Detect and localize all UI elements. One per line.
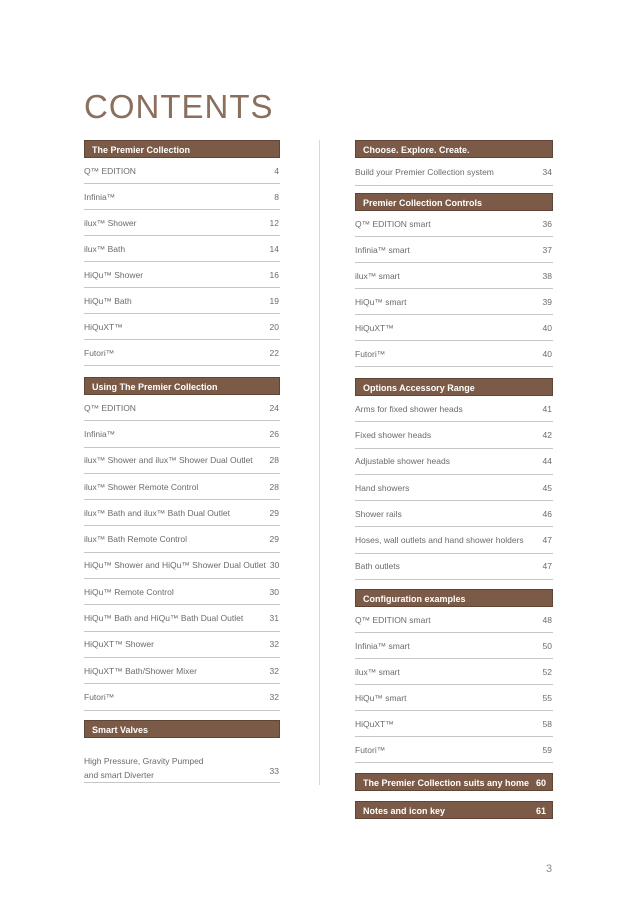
entry-page: 39 — [542, 296, 552, 307]
toc-entry[interactable] — [84, 395, 280, 421]
section-header-using-premier-collection[interactable]: Using The Premier Collection — [84, 377, 280, 395]
entry-page: 30 — [269, 586, 279, 597]
toc-entry[interactable] — [84, 340, 280, 366]
toc-entry[interactable] — [355, 422, 553, 448]
toc-entry[interactable] — [355, 341, 553, 367]
toc-entry[interactable] — [84, 738, 280, 783]
toc-entry[interactable] — [355, 554, 553, 580]
accessory-list — [355, 396, 553, 580]
configuration-list — [355, 607, 553, 763]
entry-label: HiQuXT™ Bath/Shower Mixer — [84, 665, 197, 676]
toc-entry[interactable] — [84, 553, 280, 579]
entry-page: 32 — [269, 639, 279, 650]
toc-entry[interactable] — [84, 500, 280, 526]
entry-label: ilux™ Shower — [84, 217, 137, 228]
entry-label: Q™ EDITION — [84, 165, 136, 176]
section-page: 61 — [535, 806, 546, 817]
toc-entry[interactable] — [355, 737, 553, 763]
entry-label: Q™ EDITION smart — [355, 614, 431, 625]
entry-page: 40 — [542, 322, 552, 333]
toc-entry[interactable] — [84, 236, 280, 262]
entry-label: HiQu™ Remote Control — [84, 586, 174, 597]
entry-label: HiQu™ smart — [355, 296, 407, 307]
toc-entry[interactable] — [355, 607, 553, 633]
entry-label: Build your Premier Collection system — [355, 166, 494, 177]
entry-label: Infinia™ — [84, 428, 116, 439]
entry-page: 52 — [542, 666, 552, 677]
section-header-premier-collection-controls[interactable]: Premier Collection Controls — [355, 193, 553, 211]
entry-page: 19 — [269, 295, 279, 306]
entry-page: 36 — [542, 218, 552, 229]
toc-entry[interactable] — [84, 579, 280, 605]
controls-list — [355, 211, 553, 367]
entry-page: 26 — [269, 428, 279, 439]
entry-label: HiQu™ Bath — [84, 295, 132, 306]
entry-label: Futori™ — [355, 348, 386, 359]
page-number: 3 — [546, 863, 553, 875]
entry-label: ilux™ smart — [355, 666, 400, 677]
entry-page: 37 — [542, 244, 552, 255]
entry-page: 55 — [542, 692, 552, 703]
entry-label: Futori™ — [84, 691, 115, 702]
entry-label: Infinia™ — [84, 191, 116, 202]
entry-label: ilux™ Bath Remote Control — [84, 534, 187, 545]
entry-page: 4 — [274, 165, 279, 176]
toc-entry[interactable] — [355, 396, 553, 422]
entry-page: 29 — [269, 507, 279, 518]
toc-entry[interactable] — [355, 315, 553, 341]
toc-entry[interactable] — [355, 158, 553, 186]
page-title: CONTENTS — [84, 88, 274, 125]
toc-entry[interactable] — [84, 210, 280, 236]
entry-page: 47 — [542, 561, 552, 572]
entry-label: Hoses, wall outlets and hand shower holders — [355, 535, 524, 546]
toc-entry[interactable] — [355, 711, 553, 737]
entry-page: 12 — [269, 217, 279, 228]
toc-entry[interactable] — [84, 658, 280, 684]
section-header-choose-explore-create[interactable]: Choose. Explore. Create. — [355, 140, 553, 158]
entry-page: 44 — [542, 456, 552, 467]
toc-entry[interactable] — [84, 474, 280, 500]
toc-entry[interactable] — [355, 211, 553, 237]
entry-page: 58 — [542, 718, 552, 729]
entry-label: Hand showers — [355, 482, 410, 493]
entry-page: 20 — [269, 321, 279, 332]
entry-label: Futori™ — [355, 744, 386, 755]
toc-entry[interactable] — [84, 421, 280, 447]
entry-label: ilux™ Bath — [84, 243, 126, 254]
toc-entry[interactable] — [84, 605, 280, 631]
toc-entry[interactable] — [84, 684, 280, 710]
entry-page: 32 — [269, 665, 279, 676]
left-column — [84, 140, 280, 783]
toc-entry[interactable] — [84, 184, 280, 210]
entry-label: ilux™ Shower and ilux™ Shower Dual Outlet — [84, 455, 253, 466]
toc-entry[interactable] — [355, 685, 553, 711]
entry-page: 32 — [269, 691, 279, 702]
entry-page: 33 — [269, 765, 279, 776]
section-header-premier-collection[interactable]: The Premier Collection — [84, 140, 280, 158]
entry-label: HiQuXT™ — [355, 718, 394, 729]
entry-label: HiQu™ Bath and HiQu™ Bath Dual Outlet — [84, 613, 244, 624]
entry-label: HiQuXT™ Shower — [84, 639, 154, 650]
section-header-options-accessory-range[interactable]: Options Accessory Range — [355, 378, 553, 396]
entry-page: 45 — [542, 482, 552, 493]
toc-entry[interactable] — [84, 288, 280, 314]
entry-label: ilux™ smart — [355, 270, 400, 281]
section-header-notes-icon-key[interactable] — [355, 801, 553, 819]
entry-page: 24 — [269, 402, 279, 413]
entry-page: 42 — [542, 429, 552, 440]
entry-page: 31 — [269, 613, 279, 624]
entry-label: Adjustable shower heads — [355, 456, 450, 467]
entry-label: Infinia™ smart — [355, 244, 410, 255]
toc-entry[interactable] — [84, 448, 280, 474]
entry-page: 28 — [269, 481, 279, 492]
toc-entry[interactable] — [355, 659, 553, 685]
entry-label: HiQuXT™ — [355, 322, 394, 333]
entry-label-line1: High Pressure, Gravity Pumped — [84, 755, 204, 766]
toc-entry[interactable] — [355, 449, 553, 475]
entry-page: 48 — [542, 614, 552, 625]
toc-entry[interactable] — [355, 633, 553, 659]
entry-label: HiQuXT™ — [84, 321, 123, 332]
column-divider — [319, 140, 320, 785]
entry-label: Fixed shower heads — [355, 429, 432, 440]
entry-label: Q™ EDITION smart — [355, 218, 431, 229]
entry-label: Arms for fixed shower heads — [355, 403, 463, 414]
entry-label: ilux™ Bath and ilux™ Bath Dual Outlet — [84, 507, 230, 518]
entry-page: 14 — [269, 243, 279, 254]
section-header-smart-valves[interactable]: Smart Valves — [84, 720, 280, 738]
entry-page: 59 — [542, 744, 552, 755]
entry-label: ilux™ Shower Remote Control — [84, 481, 199, 492]
toc-entry[interactable] — [355, 475, 553, 501]
entry-page: 29 — [269, 534, 279, 545]
toc-entry[interactable] — [355, 263, 553, 289]
entry-page: 47 — [542, 535, 552, 546]
entry-label: Bath outlets — [355, 561, 400, 572]
entry-label: Futori™ — [84, 347, 115, 358]
using-premier-collection-list — [84, 395, 280, 711]
section-header-configuration-examples[interactable]: Configuration examples — [355, 589, 553, 607]
toc-entry[interactable] — [84, 632, 280, 658]
entry-page: 46 — [542, 508, 552, 519]
entry-label: HiQu™ Shower — [84, 269, 144, 280]
entry-page: 28 — [269, 455, 279, 466]
toc-entry[interactable] — [84, 158, 280, 184]
entry-label: HiQu™ Shower and HiQu™ Shower Dual Outlet — [84, 560, 266, 571]
toc-entry[interactable] — [84, 526, 280, 552]
section-label: The Premier Collection suits any home — [363, 778, 530, 789]
toc-entry[interactable] — [84, 314, 280, 340]
section-page: 60 — [535, 778, 546, 789]
entry-page: 50 — [542, 640, 552, 651]
entry-page: 34 — [542, 166, 552, 177]
section-header-suits-any-home[interactable] — [355, 773, 553, 791]
entry-label — [84, 754, 204, 782]
entry-page: 40 — [542, 348, 552, 359]
entry-label: Q™ EDITION — [84, 402, 136, 413]
entry-label: Infinia™ smart — [355, 640, 410, 651]
right-column — [355, 140, 553, 819]
premier-collection-list — [84, 158, 280, 366]
entry-page: 22 — [269, 347, 279, 358]
entry-page: 38 — [542, 270, 552, 281]
entry-label-line2: and smart Diverter — [84, 769, 154, 780]
toc-entry[interactable] — [84, 262, 280, 288]
entry-page: 16 — [269, 269, 279, 280]
toc-entry[interactable] — [355, 527, 553, 553]
toc-entry[interactable] — [355, 501, 553, 527]
entry-page: 41 — [542, 403, 552, 414]
entry-label: Shower rails — [355, 508, 402, 519]
entry-page: 8 — [274, 191, 279, 202]
section-label: Notes and icon key — [363, 806, 446, 817]
toc-entry[interactable] — [355, 237, 553, 263]
toc-entry[interactable] — [355, 289, 553, 315]
entry-page: 30 — [269, 560, 280, 571]
entry-label: HiQu™ smart — [355, 692, 407, 703]
